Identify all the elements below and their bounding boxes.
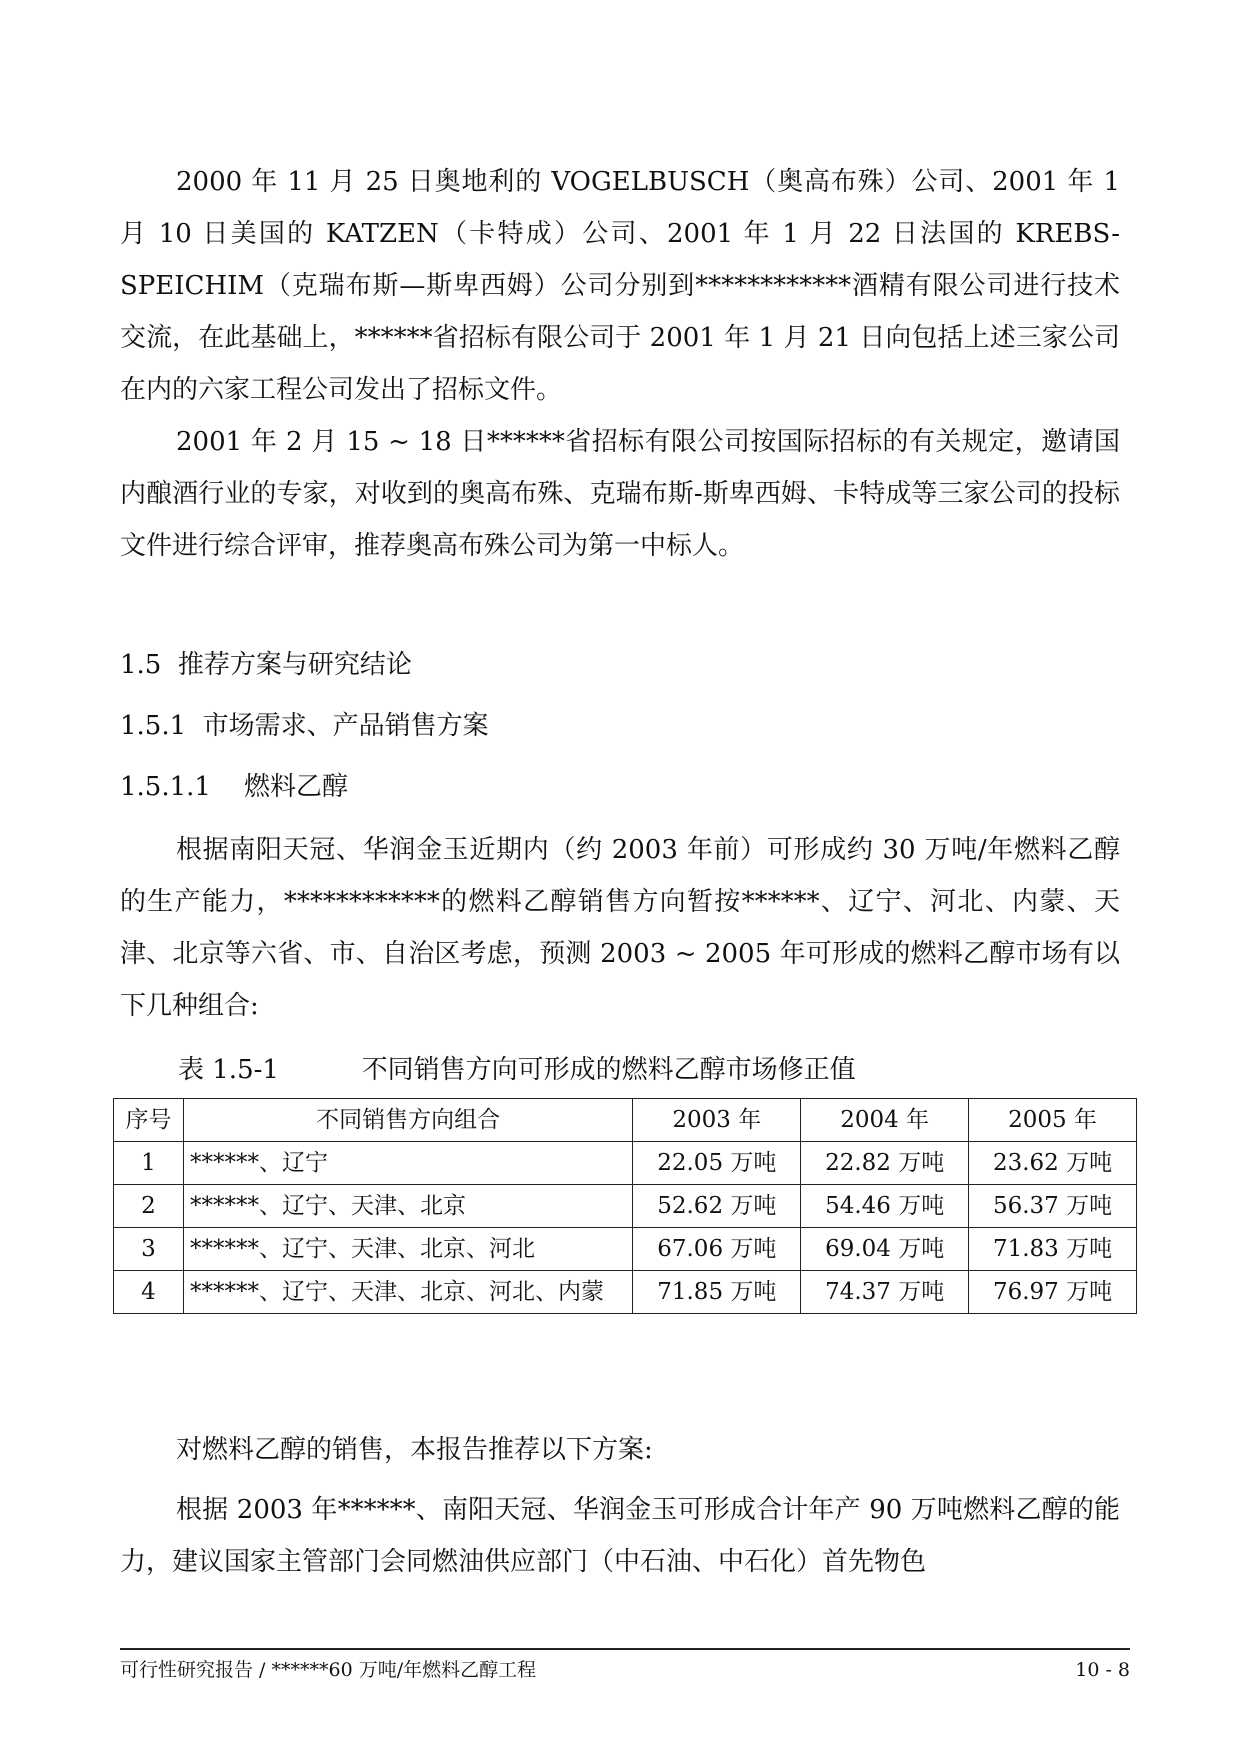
cell-combination: ******、辽宁、天津、北京 <box>183 1185 632 1228</box>
header-2004: 2004 年 <box>801 1099 969 1142</box>
market-table <box>113 1098 1137 1314</box>
paragraph-market-combinations: 根据南阳天冠、华润金玉近期内（约 2003 年前）可形成约 30 万吨/年燃料乙醇的生产能力，************的燃料乙醇销售方向暂按******、辽宁、河北、内蒙、天津、北京等六省、市、自治区考虑，预测 2003 ~ 2005 年可形成的燃料乙醇市场有以下几种组合: <box>120 835 1120 1021</box>
paragraph-bid-evaluation: 2001 年 2 月 15 ~ 18 日******省招标有限公司按国际招标的有关规定，邀请国内酿酒行业的专家，对收到的奥高布殊、克瑞布斯-斯卑西姆、卡特成等三家公司的投标文件进行综合评审，推荐奥高布殊公司为第一中标人。 <box>120 427 1120 561</box>
section-heading-1-5-1-1: 1.5.1.1 燃料乙醇 <box>120 772 349 802</box>
cell-2004: 54.46 万吨 <box>801 1185 969 1228</box>
cell-2003: 22.05 万吨 <box>633 1142 801 1185</box>
cell-2004: 69.04 万吨 <box>801 1228 969 1271</box>
cell-2005: 56.37 万吨 <box>969 1185 1137 1228</box>
paragraph-recommendation: 根据 2003 年******、南阳天冠、华润金玉可形成合计年产 90 万吨燃料乙醇的能力，建议国家主管部门会同燃油供应部门（中石油、中石化）首先物色 <box>120 1495 1120 1577</box>
table-row <box>114 1142 1137 1185</box>
table-header-row <box>114 1099 1137 1142</box>
section-heading-1-5: 1.5 推荐方案与研究结论 <box>120 650 412 680</box>
cell-2005: 76.97 万吨 <box>969 1271 1137 1314</box>
cell-index: 2 <box>114 1185 184 1228</box>
header-combination: 不同销售方向组合 <box>183 1099 632 1142</box>
table-row <box>114 1185 1137 1228</box>
footer-report-title: 可行性研究报告 / ******60 万吨/年燃料乙醇工程 <box>120 1659 537 1681</box>
cell-2003: 52.62 万吨 <box>633 1185 801 1228</box>
header-index: 序号 <box>114 1099 184 1142</box>
paragraph-bidding-exchange: 2000 年 11 月 25 日奥地利的 VOGELBUSCH（奥高布殊）公司、2001 年 1 月 10 日美国的 KATZEN（卡特成）公司、2001 年 1 月 22 日法国的 KREBS-SPEICHIM（克瑞布斯—斯卑西姆）公司分别到************酒精有限公司进行技术交流，在此基础上，******省招标有限公司于 2001 年 1 月 21 日向包括上述三家公司在内的六家工程公司发出了招标文件。 <box>120 167 1120 405</box>
cell-combination: ******、辽宁、天津、北京、河北、内蒙 <box>183 1271 632 1314</box>
cell-2004: 74.37 万吨 <box>801 1271 969 1314</box>
cell-index: 3 <box>114 1228 184 1271</box>
cell-combination: ******、辽宁 <box>183 1142 632 1185</box>
table-row <box>114 1228 1137 1271</box>
header-2005: 2005 年 <box>969 1099 1137 1142</box>
cell-index: 4 <box>114 1271 184 1314</box>
cell-index: 1 <box>114 1142 184 1185</box>
cell-2005: 71.83 万吨 <box>969 1228 1137 1271</box>
cell-2004: 22.82 万吨 <box>801 1142 969 1185</box>
cell-2003: 71.85 万吨 <box>633 1271 801 1314</box>
section-heading-1-5-1: 1.5.1 市场需求、产品销售方案 <box>120 711 489 741</box>
footer-divider <box>120 1648 1130 1650</box>
footer-page-number: 10 - 8 <box>1075 1659 1130 1681</box>
cell-2005: 23.62 万吨 <box>969 1142 1137 1185</box>
paragraph-recommendation-intro: 对燃料乙醇的销售，本报告推荐以下方案: <box>176 1435 653 1465</box>
table-caption: 表 1.5-1 不同销售方向可形成的燃料乙醇市场修正值 <box>178 1055 856 1085</box>
cell-2003: 67.06 万吨 <box>633 1228 801 1271</box>
header-2003: 2003 年 <box>633 1099 801 1142</box>
table-row <box>114 1271 1137 1314</box>
cell-combination: ******、辽宁、天津、北京、河北 <box>183 1228 632 1271</box>
